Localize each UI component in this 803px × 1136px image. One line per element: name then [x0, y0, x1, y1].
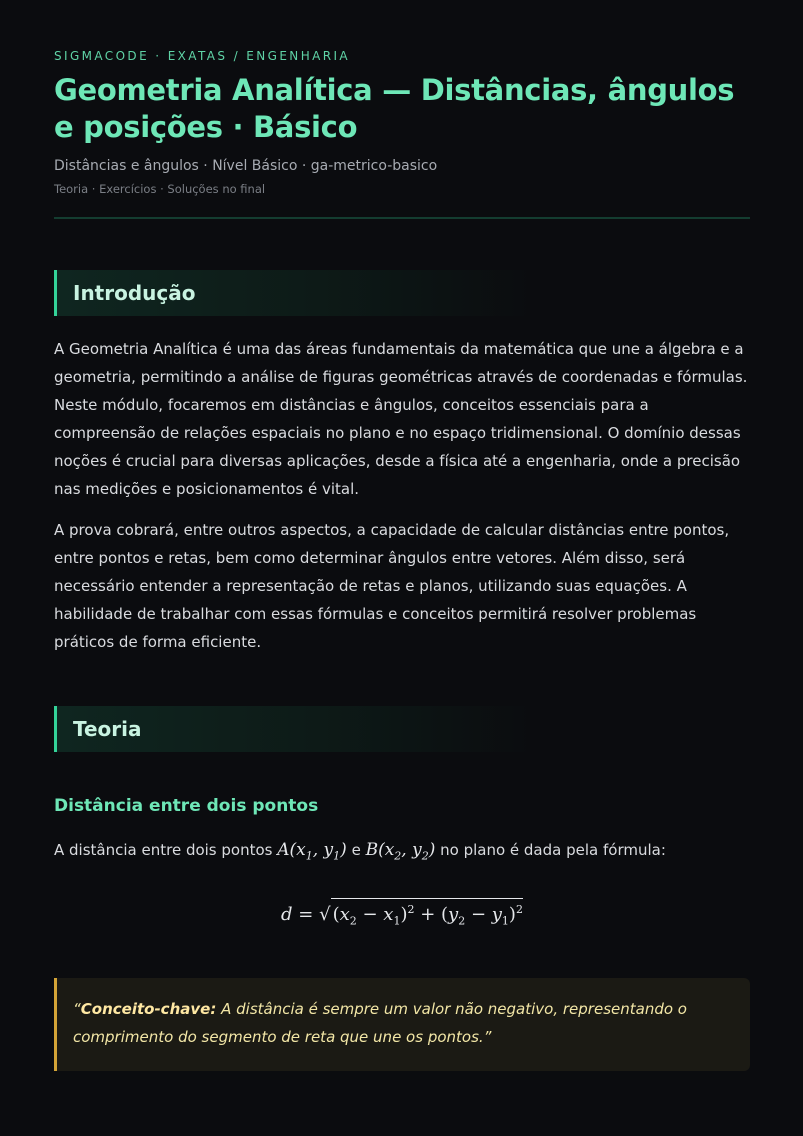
section-heading-teoria [54, 706, 534, 752]
page-subtitle: Distâncias e ângulos · Nível Básico · ga-metrico-basico [54, 158, 438, 174]
distance-formula: d = √ $(x_2 - x_1)^2 + (y_2 - y_1)^2$ [54, 898, 750, 933]
callout-text: A distância é sempre um valor não negativo, representando o comprimento do segmento de reta que une os pontos. [73, 1000, 687, 1046]
header-divider [54, 217, 750, 219]
header-kicker: SIGMACODE · EXATAS / ENGENHARIA [54, 49, 351, 63]
page-meta: Teoria · Exercícios · Soluções no final [54, 182, 266, 196]
callout-open-quote: “ [73, 1000, 81, 1018]
sentence-end: no plano é dada pela fórmula: [435, 841, 666, 859]
section-title-introducao: Introdução [73, 281, 196, 305]
section-title-teoria: Teoria [73, 717, 142, 741]
sentence-start: A distância entre dois pontos [54, 841, 278, 859]
page-title: Geometria Analítica — Distâncias, ângulos e posições · Básico [54, 73, 735, 144]
callout-label: Conceito-chave: [80, 1000, 217, 1018]
intro-paragraph-2: A prova cobrará, entre outros aspectos, a capacidade de calcular distâncias entre pontos, entre pontos e retas, bem como determinar ângulos entre vetores. Além disso, será necessário entender a representação de retas e planos, utilizando suas equações. A habilidade de trabalhar com essas fórmulas e conceitos permitirá resolver problemas práticos de forma eficiente. [54, 521, 730, 651]
distance-sentence [54, 836, 666, 870]
point-a-math: $A(x_1$, $y_1$) [277, 840, 347, 863]
key-concept-callout [54, 978, 750, 1071]
section-heading-introducao [54, 270, 534, 316]
intro-paragraph-1: A Geometria Analítica é uma das áreas fundamentais da matemática que une a álgebra e a geometria, permitindo a análise de figuras geométricas através de coordenadas e fórmulas. Neste módulo, focaremos em distâncias e ângulos, conceitos essenciais para a compreensão de relações espaciais no plano e no espaço tridimensional. O domínio dessas noções é crucial para diversas aplicações, desde a física até a engenharia, onde a precisão nas medições e posicionamentos é vital. [54, 340, 748, 498]
sentence-connector: e [346, 841, 366, 859]
point-b-math: $B(x_2$, $y_2$) [365, 840, 436, 863]
callout-close-quote: ” [483, 1028, 492, 1046]
subsection-title: Distância entre dois pontos [54, 796, 319, 816]
